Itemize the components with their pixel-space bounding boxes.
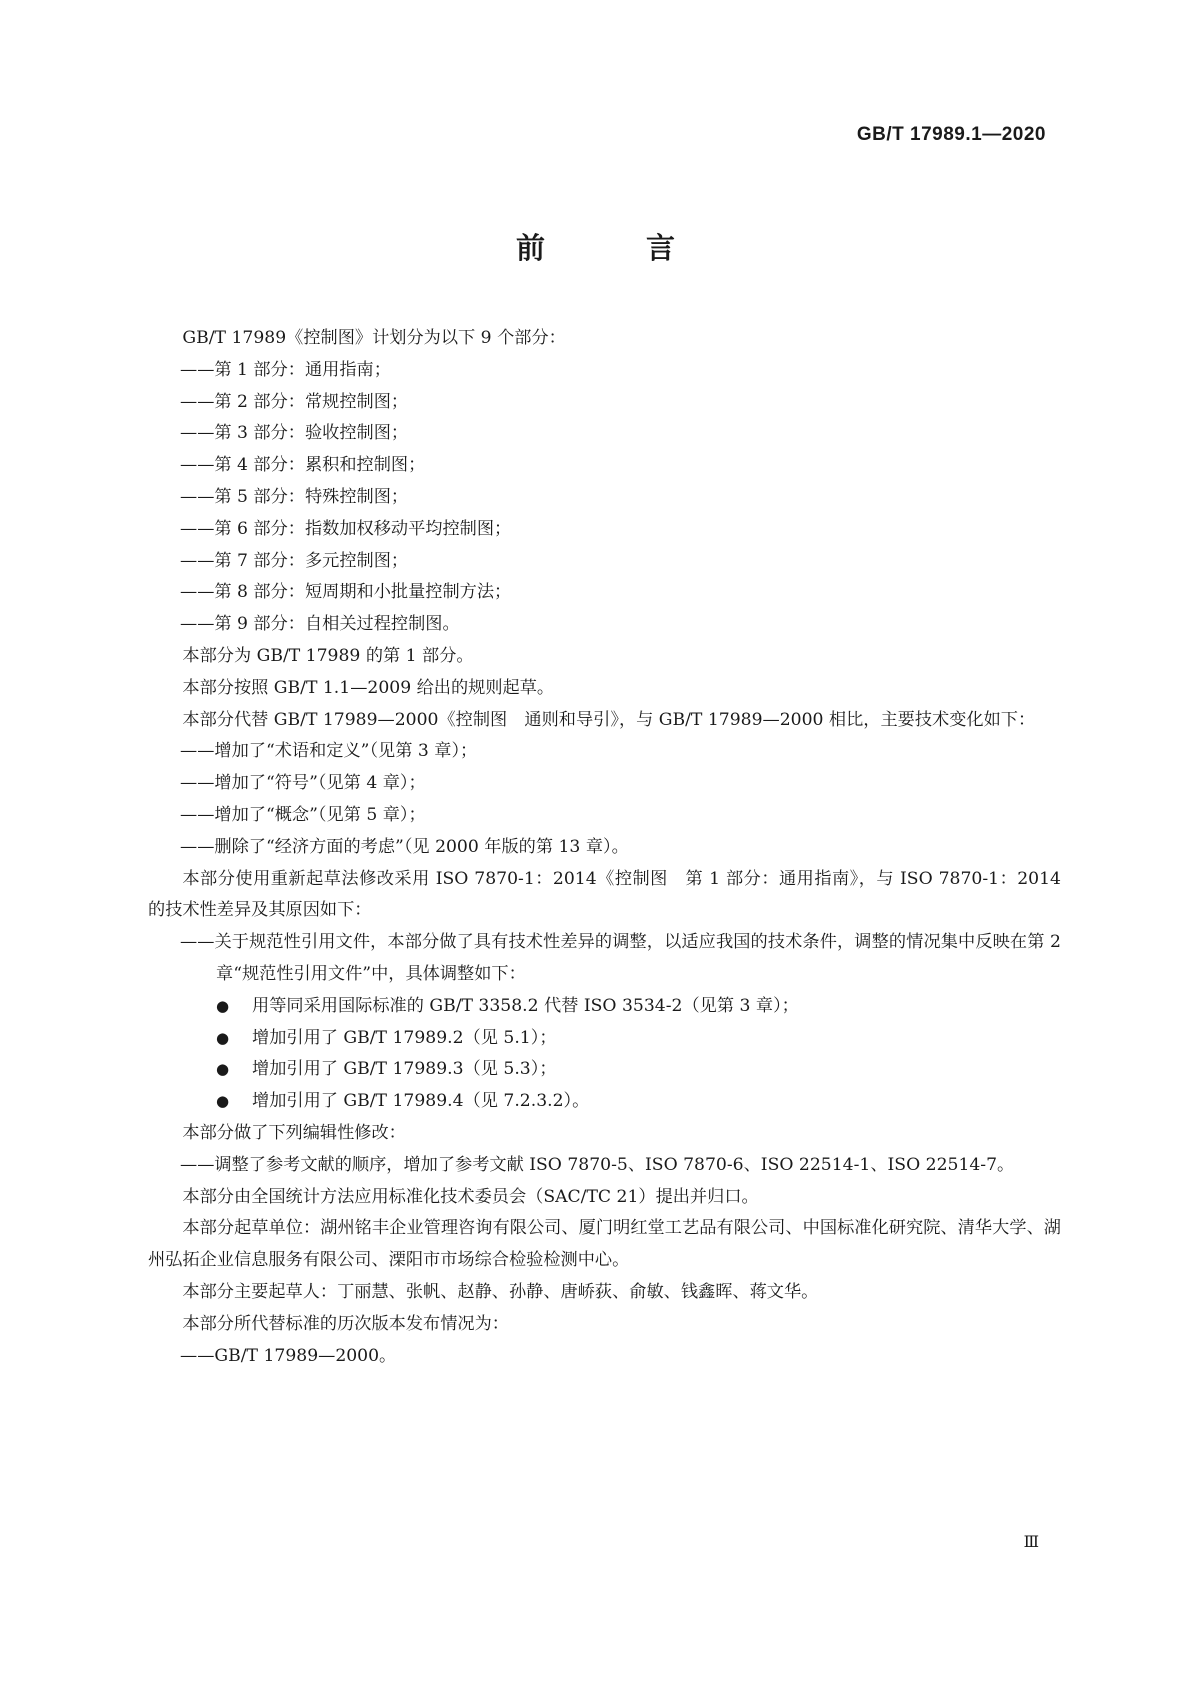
bullet-text: 增加引用了 GB/T 17989.3（见 5.3）； (252, 1059, 557, 1080)
history-item: ——GB/T 17989—2000。 (180, 1345, 397, 1366)
bullet-icon: ● (216, 1028, 230, 1047)
part-item: ——第 8 部分：短周期和小批量控制方法； (180, 582, 512, 603)
bullet-item (148, 1023, 1061, 1055)
bullet-text: 增加引用了 GB/T 17989.2（见 5.1）； (252, 1027, 557, 1048)
bullet-icon: ● (216, 1092, 230, 1111)
paragraph-editorial: 本部分做了下列编辑性修改： (182, 1122, 406, 1143)
part-item: ——第 5 部分：特殊控制图； (180, 486, 409, 507)
standard-code: GB/T 17989.1—2020 (856, 124, 1046, 145)
change-item: ——增加了“符号”（见第 4 章）； (180, 773, 426, 794)
intro-paragraph: GB/T 17989《控制图》计划分为以下 9 个部分： (182, 328, 566, 348)
part-item: ——第 4 部分：累积和控制图； (180, 455, 426, 476)
editorial-item: ——调整了参考文献的顺序，增加了参考文献 ISO 7870-5、ISO 7870-6、ISO 22514-1、ISO 22514-7。 (180, 1154, 1015, 1175)
part-item: ——第 7 部分：多元控制图； (180, 550, 409, 571)
bullet-item (148, 991, 1061, 1023)
part-item: ——第 1 部分：通用指南； (180, 359, 391, 380)
bullet-icon: ● (216, 1060, 230, 1079)
bullet-icon: ● (216, 996, 230, 1015)
part-item: ——第 9 部分：自相关过程控制图。 (180, 614, 460, 635)
paragraph-adoption: 本部分使用重新起草法修改采用 ISO 7870-1：2014《控制图 第 1 部分：通用指南》，与 ISO 7870-1：2014 的技术性差异及其原因如下： (148, 868, 1061, 921)
bullet-text: 用等同采用国际标准的 GB/T 3358.2 代替 ISO 3534-2（见第 3 章）； (252, 995, 799, 1016)
paragraph-part-of: 本部分为 GB/T 17989 的第 1 部分。 (182, 645, 474, 666)
part-item: ——第 6 部分：指数加权移动平均控制图； (180, 518, 512, 539)
part-item: ——第 3 部分：验收控制图； (180, 423, 409, 444)
bullet-item (148, 1086, 1061, 1118)
change-item: ——增加了“概念”（见第 5 章）； (180, 804, 426, 825)
paragraph-proposed-by: 本部分由全国统计方法应用标准化技术委员会（SAC/TC 21）提出并归口。 (182, 1186, 759, 1207)
change-item: ——删除了“经济方面的考虑”（见 2000 年版的第 13 章）。 (180, 836, 629, 857)
foreword-body (148, 323, 1061, 1372)
technical-difference-item: ——关于规范性引用文件，本部分做了具有技术性差异的调整，以适应我国的技术条件，调整的情况集中反映在第 2 章“规范性引用文件”中，具体调整如下： (180, 932, 1061, 984)
page-title: 前 言 (515, 231, 711, 265)
bullet-item (148, 1054, 1061, 1086)
paragraph-drafters: 本部分主要起草人：丁丽慧、张帆、赵静、孙静、唐峤荻、俞敏、钱鑫晖、蒋文华。 (182, 1281, 819, 1302)
paragraph-replaces: 本部分代替 GB/T 17989—2000《控制图 通则和导引》，与 GB/T 17989—2000 相比，主要技术变化如下： (182, 709, 1036, 730)
change-item: ——增加了“术语和定义”（见第 3 章）； (180, 741, 478, 762)
bullet-text: 增加引用了 GB/T 17989.4（见 7.2.3.2）。 (252, 1091, 590, 1112)
paragraph-history: 本部分所代替标准的历次版本发布情况为： (182, 1313, 509, 1334)
paragraph-drafting-rules: 本部分按照 GB/T 1.1—2009 给出的规则起草。 (182, 677, 555, 698)
page-number: Ⅲ (1023, 1532, 1039, 1551)
part-item: ——第 2 部分：常规控制图； (180, 391, 409, 412)
paragraph-drafting-units: 本部分起草单位：湖州铭丰企业管理咨询有限公司、厦门明红堂工艺品有限公司、中国标准化研究院、清华大学、湖州弘拓企业信息服务有限公司、溧阳市市场综合检验检测中心。 (148, 1218, 1061, 1271)
